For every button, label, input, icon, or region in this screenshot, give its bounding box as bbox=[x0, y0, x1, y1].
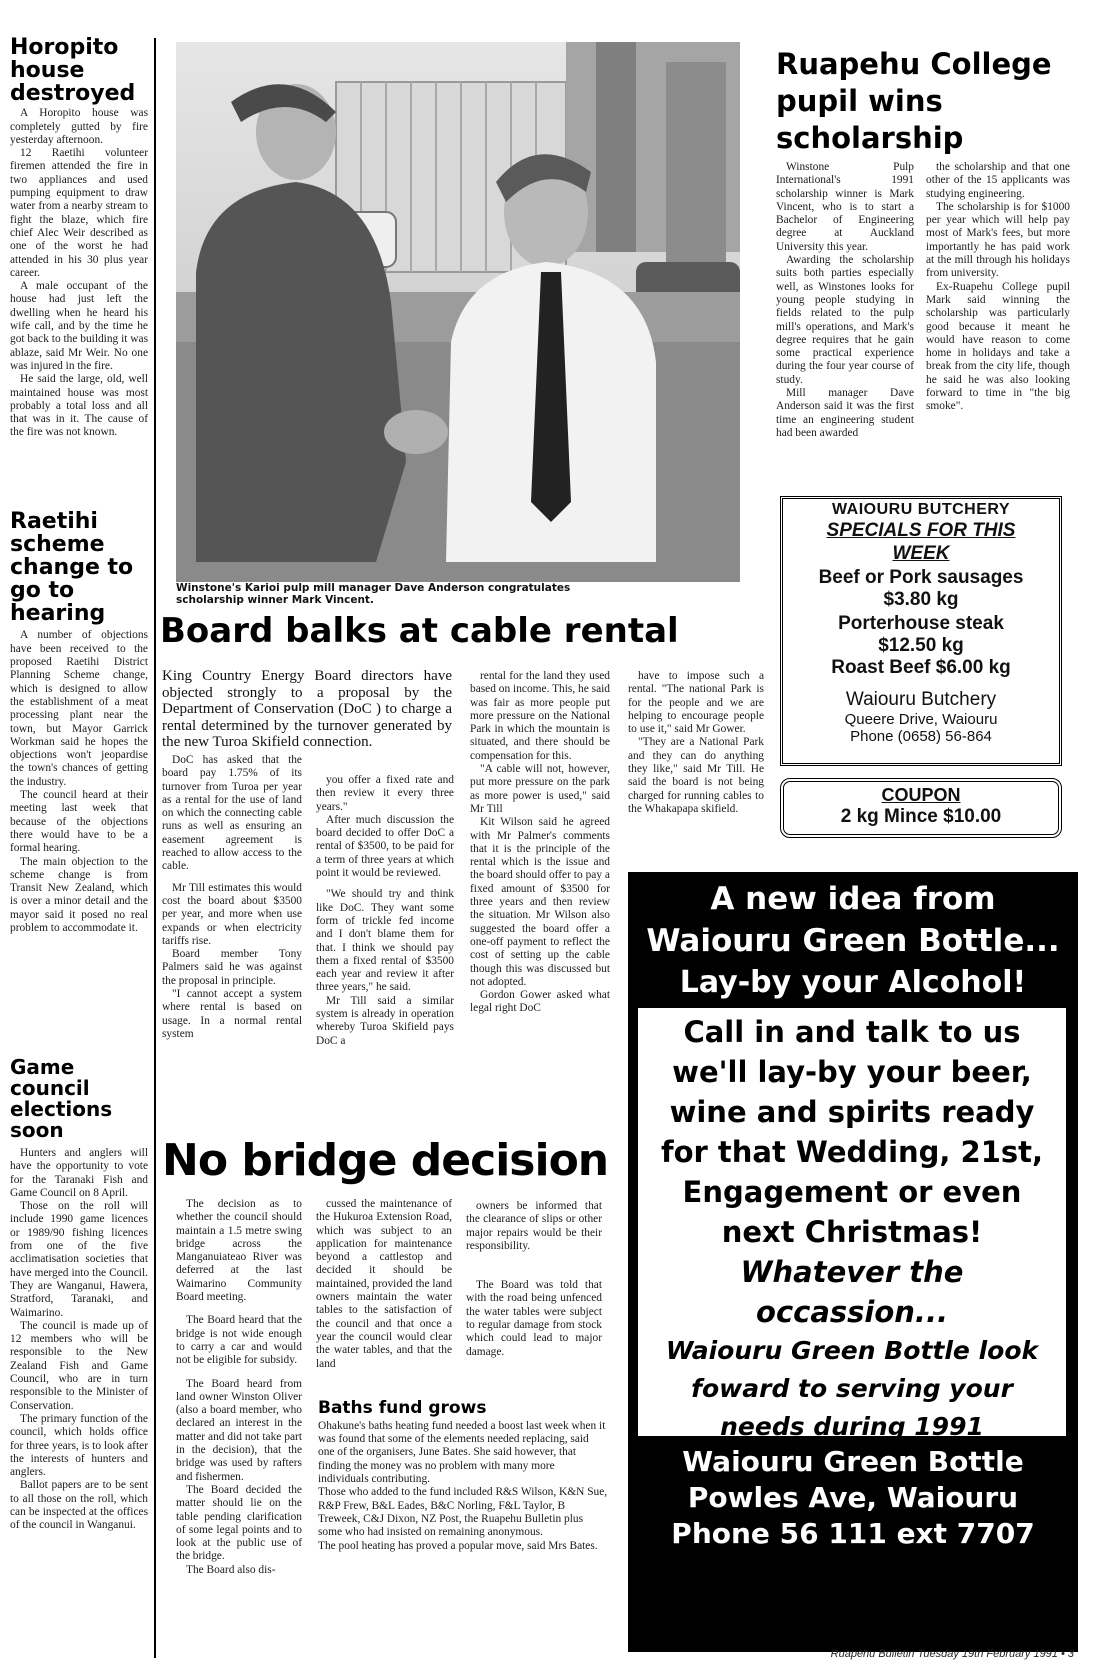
paragraph: After much discussion the board decided to offer DoC a rental of $3500, to be paid for a term of three years at which point it would be reviewed. bbox=[316, 813, 454, 880]
baths-story bbox=[318, 1400, 608, 1553]
paragraph: owners be informed that the clearance of slips or other major repairs would be their responsibility. bbox=[466, 1200, 602, 1252]
paragraph: "They are a National Park and they can do anything they like," said Mr Till. He said the board is not being charged for running cables to the Whakapapa skifield. bbox=[628, 736, 764, 815]
greenbottle-ad bbox=[628, 872, 1078, 1652]
board-col-1 bbox=[162, 754, 302, 1041]
coupon-title: COUPON bbox=[881, 785, 961, 805]
paragraph: cussed the maintenance of the Hukuroa Extension Road, which was subject to an application for maintenance beyond a cattlestop and decided it should be maintained, provided the land owners maintain the water tables to the satisfaction of the council and that once a year the council would clear the water tables, and that the land bbox=[316, 1198, 453, 1370]
greenbottle-serving: Waiouru Green Bottle look foward to serving your needs during 1991 bbox=[665, 1336, 1039, 1441]
raetihi-body bbox=[10, 629, 148, 935]
paragraph: A Horopito house was completely gutted by fire yesterday afternoon. bbox=[10, 107, 148, 146]
greenbottle-intro: A new idea from Waiouru Green Bottle... bbox=[646, 881, 1060, 959]
greenbottle-name: Waiouru Green Bottle bbox=[682, 1445, 1024, 1478]
baths-body bbox=[318, 1420, 608, 1553]
bridge-headline: No bridge decision bbox=[162, 1135, 609, 1186]
board-headline: Board balks at cable rental bbox=[160, 611, 679, 651]
greenbottle-call: Call in and talk to us we'll lay-by your beer, wine and spirits ready for that Wedding, 21st, Engagement or even next Christmas! bbox=[660, 1015, 1044, 1249]
paragraph: A number of objections have been received to the proposed Raetihi District Planning Scheme change, which is designed to allow the establishment of a meat processing plant near the town, but Mayor Garrick Workman said he hopes the objections won't jeopardise the town's chances of getting the industry. bbox=[10, 629, 148, 788]
baths-headline: Baths fund grows bbox=[318, 1398, 487, 1418]
greenbottle-address: Powles Ave, Waiouru bbox=[687, 1481, 1019, 1514]
paragraph: the scholarship and that one other of the 15 applicants was studying engineering. bbox=[926, 161, 1070, 200]
paragraph: The Board heard from land owner Winston Oliver (also a board member, who declared an interest in the matter and did not take part in the decision), that the bridge was used by rafters and fishermen. bbox=[176, 1377, 302, 1483]
paragraph: The primary function of the council, which holds office for three years, is to look after the interests of hunters and anglers. bbox=[10, 1412, 148, 1479]
paragraph: "We should try and think like DoC. They want some form of trickle fed income and I don't blame them for that. I think we should pay them a fixed rental of $3500 each year and review it after three years," he said. bbox=[316, 888, 454, 994]
paragraph: Winstone Pulp International's 1991 scholarship winner is Mark Vincent, who is to start a Bachelor of Engineering degree at Auckland University this year. bbox=[776, 161, 914, 253]
paragraph: Awarding the scholarship suits both parties especially well, as Winstones looks for young people studying in fields related to the pulp mill's operations, and Mark's degree requires that he gain some practical experience during the four year course of study. bbox=[776, 254, 914, 386]
paragraph: Ohakune's baths heating fund needed a boost last week when it was found that some of the elements needed replacing, said one of the organisers, June Bates. She said however, that finding the money was no problem with many more individuals contributing. bbox=[318, 1419, 606, 1486]
paragraph: Gordon Gower asked what legal right DoC bbox=[470, 989, 610, 1015]
paragraph: Those who added to the fund included R&S Wilson, K&N Sue, R&P Frew, B&L Eades, B&C Norling, F&L Taylor, B Treweek, C&J Dixon, NZ Post, the Ruapehu Bulletin plus some who had insisted on remaining anonymous. bbox=[318, 1486, 608, 1539]
greenbottle-whatever: Whatever the occassion... bbox=[740, 1255, 964, 1329]
coupon-ad bbox=[780, 778, 1062, 838]
paragraph: Mill manager Dave Anderson said it was the first time an engineering student had been awarded bbox=[776, 387, 914, 439]
butchery-title: WAIOURU BUTCHERY bbox=[831, 501, 1011, 518]
game-headline: Game council elections soon bbox=[10, 1055, 113, 1142]
horopito-story bbox=[10, 36, 148, 440]
paragraph: DoC has asked that the board pay 1.75% of its turnover from Turoa per year as a rental for the use of land on which the connecting cable runs as well as ensuring an easement agreement is reached to allow access to the cable. bbox=[162, 754, 302, 873]
paragraph: Kit Wilson said he agreed with Mr Palmer's comments that it is the principle of the rental which is the issue and the board should offer to pay a fixed amount of $3500 for three years and then review the situation. Mr Wilson also suggested the board offer a one-off payment to reflect the cost of setting up the cable though this was discussed but not adopted. bbox=[470, 816, 610, 988]
paragraph: The Board decided the matter should lie on the table pending clarification of some legal points and to look at the public use of the bridge. bbox=[176, 1483, 302, 1563]
paragraph: rental for the land they used based on income. This, he said was fair as more people put more pressure on the National Park in which the mountain is situated, and there should be compensation for this. bbox=[470, 670, 610, 762]
paragraph: Mr Till estimates this would cost the board about $3500 per year, and more when use expands or when electricity tariffs rise. bbox=[162, 881, 302, 947]
scholarship-headline: Ruapehu College pupil wins scholarship bbox=[776, 47, 1052, 155]
bridge-col-1 bbox=[176, 1198, 302, 1577]
horopito-body bbox=[10, 107, 148, 439]
paragraph: The pool heating has proved a popular move, said Mrs Bates. bbox=[318, 1539, 598, 1552]
paragraph: you offer a fixed rate and then review it every three years." bbox=[316, 774, 454, 813]
board-story bbox=[160, 611, 770, 651]
column-rule bbox=[154, 38, 156, 1658]
page-footer: Ruapehu Bulletin Tuesday 19th February 1991 • 3 bbox=[830, 1648, 1074, 1660]
raetihi-headline: Raetihi scheme change to go to hearing bbox=[10, 509, 134, 627]
raetihi-story bbox=[10, 510, 148, 935]
paragraph: The decision as to whether the council should maintain a 1.5 metre swing bridge across the Manganuiateao River was deferred at the last Waimarino Community Board meeting. bbox=[176, 1198, 302, 1304]
game-story bbox=[10, 1057, 148, 1533]
paragraph: 12 Raetihi volunteer firemen attended the fire in two appliances and used pumping equipment to draw water from a nearby stream to fight the blaze, which fire chief Alec Weir described as one of the worst he had attended in his 30 plus year career. bbox=[10, 147, 148, 279]
butchery-shop-name: Waiouru Butchery bbox=[845, 689, 997, 710]
photo-caption: Winstone's Karioi pulp mill manager Dave Anderson congratulates scholarship winner Mark Vincent. bbox=[176, 582, 571, 606]
paragraph: The council heard at their meeting last week that because of the objections there would have to be a formal hearing. bbox=[10, 789, 148, 855]
paragraph: The Board also dis- bbox=[186, 1563, 276, 1576]
scholarship-story bbox=[776, 46, 1070, 440]
paragraph: "A cable will not, however, put more pressure on the park as more power is used," said Mr Till bbox=[470, 763, 610, 815]
greenbottle-top bbox=[628, 872, 1078, 1004]
butchery-ad bbox=[780, 496, 1062, 766]
paragraph: The scholarship is for $1000 per year which will help pay most of Mark's fees, but more importantly he has paid work at the mill through his holidays from university. bbox=[926, 200, 1070, 280]
butchery-address: Queere Drive, Waiouru bbox=[844, 711, 998, 728]
bridge-col-3 bbox=[466, 1200, 602, 1359]
board-col-3 bbox=[470, 670, 610, 1016]
board-lead: King Country Energy Board directors have objected strongly to a proposal by the Department of Conservation (DoC ) to charge a rental determined by the turnover generated by the new Turoa Skifield connection. bbox=[162, 668, 452, 750]
paragraph: "I cannot accept a system where rental is based on usage. In a normal rental system bbox=[162, 988, 302, 1040]
coupon-offer: 2 kg Mince $10.00 bbox=[840, 806, 1002, 827]
paragraph: Hunters and anglers will have the opportunity to vote for the Taranaki Fish and Game Council on 8 April. bbox=[10, 1147, 148, 1199]
paragraph: The council is made up of 12 members who will be responsible to the New Zealand Fish and Game Council, who are in turn responsible to the Minister of Conservation. bbox=[10, 1319, 148, 1412]
paragraph: Mr Till said a similar system is already in operation whereby Turoa Skifield pays DoC a bbox=[316, 994, 454, 1047]
horopito-headline: Horopito house destroyed bbox=[10, 35, 136, 107]
greenbottle-contact bbox=[628, 1436, 1078, 1552]
butchery-item-2-name: Porterhouse steak bbox=[838, 613, 1004, 634]
paragraph: Ballot papers are to be sent to all those on the roll, which can be inspected at the offices of the council in Wanganui. bbox=[10, 1479, 148, 1532]
game-body bbox=[10, 1147, 148, 1533]
paragraph: He said the large, old, well maintained house was most probably a total loss and all that was in it. The cause of the fire was not known. bbox=[10, 373, 148, 439]
paragraph: The main objection to the scheme change is from Transit New Zealand, which is over a minor detail and the mayor said it posed no real problem to accommodate it. bbox=[10, 855, 148, 934]
photo-illustration bbox=[176, 42, 740, 582]
scholarship-col-1 bbox=[776, 161, 914, 440]
scholarship-col-2 bbox=[926, 161, 1070, 440]
paragraph: The Board was told that with the road being unfenced the water tables were subject to regular damage from stock which could lead to major damage. bbox=[466, 1279, 602, 1358]
greenbottle-phone: Phone 56 111 ext 7707 bbox=[671, 1517, 1035, 1550]
butchery-item-1-name: Beef or Pork sausages bbox=[818, 567, 1024, 588]
paragraph: The Board heard that the bridge is not wide enough to carry a car and would not be eligible for subsidy. bbox=[176, 1314, 302, 1367]
paragraph: Board member Tony Palmers said he was against the proposal in principle. bbox=[162, 948, 302, 987]
bridge-col-2 bbox=[316, 1198, 452, 1371]
butchery-item-1-price: $3.80 kg bbox=[883, 589, 959, 610]
board-col-4 bbox=[628, 670, 764, 816]
paragraph: Those on the roll will include 1990 game licences or 1989/90 fishing licences from one of the five acclimatisation societies that have merged into the Council. They are Wanganui, Hawera, Stratford, Taranaki, and Waimarino. bbox=[10, 1200, 148, 1319]
greenbottle-body bbox=[638, 1008, 1066, 1441]
butchery-item-2-price: $12.50 kg bbox=[878, 635, 964, 656]
butchery-subtitle: SPECIALS FOR THIS WEEK bbox=[826, 520, 1016, 564]
butchery-phone: Phone (0658) 56-864 bbox=[850, 728, 992, 745]
board-col-2 bbox=[316, 774, 454, 1048]
greenbottle-layby: Lay-by your Alcohol! bbox=[679, 965, 1027, 1000]
butchery-item-3: Roast Beef $6.00 kg bbox=[831, 657, 1011, 678]
paragraph: have to impose such a rental. "The national Park is for the people and we are helping to encourage people to use it," said Mr Gower. bbox=[628, 670, 764, 736]
paragraph: Ex-Ruapehu College pupil Mark said winning the scholarship was particularly good because it meant he would have reason to come home in holidays and take a break from the city life, though he said he was also looking forward to time in "the big smoke". bbox=[926, 280, 1070, 413]
paragraph: A male occupant of the house had just left the dwelling when he heard his wife call, and by the time he got back to the building it was ablaze, said Mr Weir. No one was injured in the fire. bbox=[10, 280, 148, 372]
scholarship-photo bbox=[176, 42, 740, 582]
